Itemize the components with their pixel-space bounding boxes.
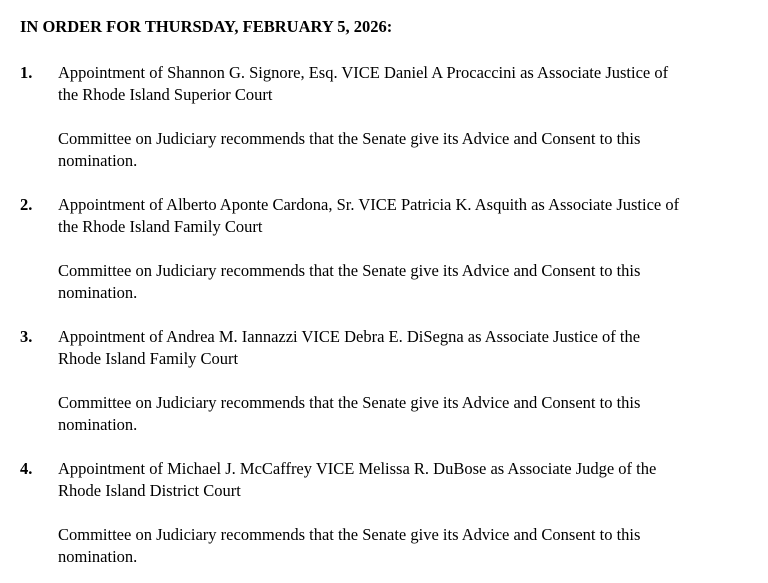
appointment-line-1: Appointment of Alberto Aponte Cardona, Sr. VICE Patricia K. Asquith as Associate Justice of <box>58 195 680 214</box>
appointment-text <box>58 194 750 238</box>
appointment-text <box>58 458 750 502</box>
recommendation-text <box>58 392 750 436</box>
item-number: 1. <box>20 63 33 82</box>
recommendation-line-2: nomination. <box>58 283 138 302</box>
item-body <box>58 326 750 436</box>
recommendation-line-1: Committee on Judiciary recommends that the Senate give its Advice and Consent to this <box>58 261 641 280</box>
item-body <box>58 194 750 304</box>
recommendation-line-2: nomination. <box>58 547 138 566</box>
recommendation-line-1: Committee on Judiciary recommends that the Senate give its Advice and Consent to this <box>58 393 641 412</box>
recommendation-line-1: Committee on Judiciary recommends that the Senate give its Advice and Consent to this <box>58 525 641 544</box>
recommendation-text <box>58 260 750 304</box>
appointment-line-2: Rhode Island Family Court <box>58 349 239 368</box>
item-body <box>58 62 750 172</box>
appointment-line-2: the Rhode Island Family Court <box>58 217 263 236</box>
item-number: 3. <box>20 327 33 346</box>
appointment-text <box>58 62 750 106</box>
appointment-line-1: Appointment of Andrea M. Iannazzi VICE Debra E. DiSegna as Associate Justice of the <box>58 327 641 346</box>
appointment-line-2: the Rhode Island Superior Court <box>58 85 273 104</box>
appointment-line-2: Rhode Island District Court <box>58 481 241 500</box>
order-heading: IN ORDER FOR THURSDAY, FEBRUARY 5, 2026: <box>20 17 393 36</box>
recommendation-text <box>58 524 750 568</box>
appointment-text <box>58 326 750 370</box>
item-number: 4. <box>20 459 33 478</box>
appointment-line-1: Appointment of Michael J. McCaffrey VICE Melissa R. DuBose as Associate Judge of the <box>58 459 657 478</box>
appointment-line-1: Appointment of Shannon G. Signore, Esq. VICE Daniel A Procaccini as Associate Justice of <box>58 63 669 82</box>
recommendation-line-1: Committee on Judiciary recommends that the Senate give its Advice and Consent to this <box>58 129 641 148</box>
item-body <box>58 458 750 568</box>
recommendation-text <box>58 128 750 172</box>
recommendation-line-2: nomination. <box>58 415 138 434</box>
item-number: 2. <box>20 195 33 214</box>
recommendation-line-2: nomination. <box>58 151 138 170</box>
